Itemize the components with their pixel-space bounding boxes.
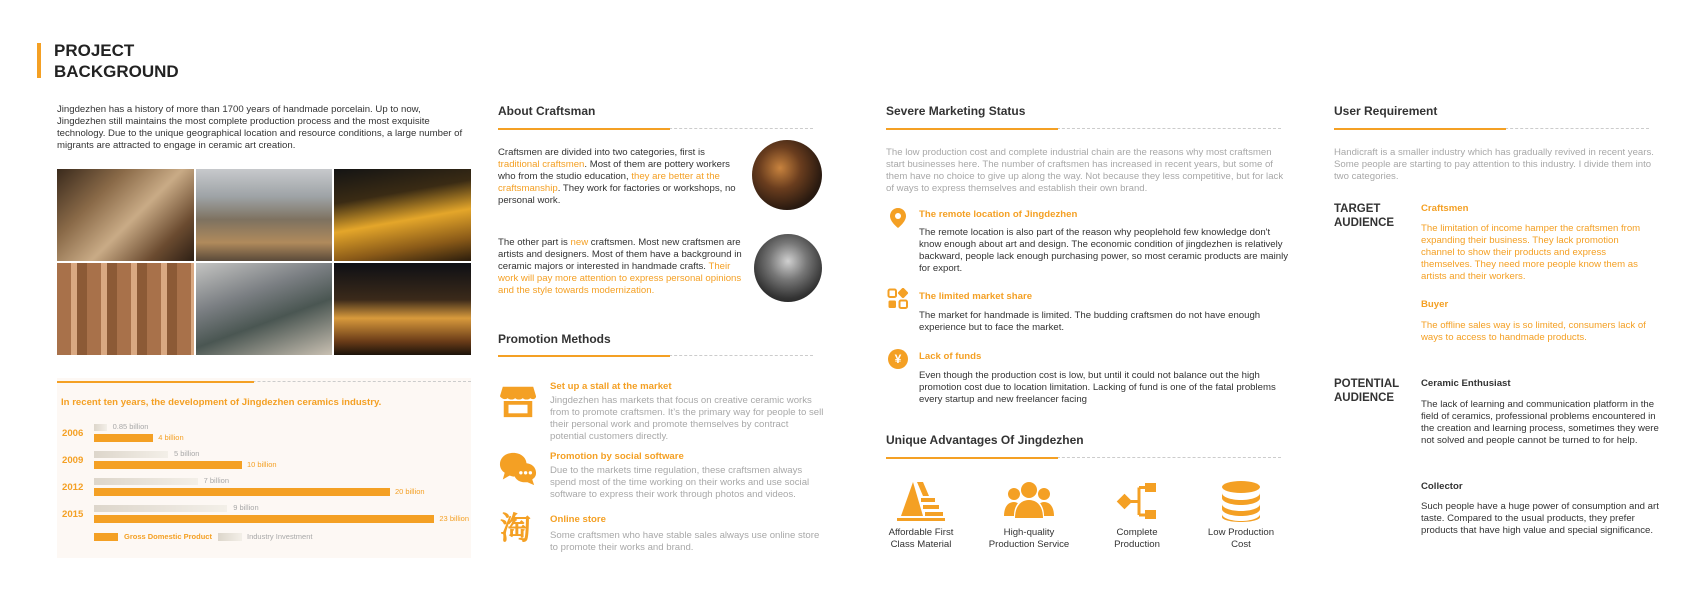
gdp-bar-2015 [94, 515, 434, 523]
craftsman-paragraph-2 [498, 237, 743, 297]
promotion-item-2-title: Promotion by social software [550, 451, 684, 462]
investment-bar-2012 [94, 478, 198, 485]
promotion-item-1-title: Set up a stall at the market [550, 381, 672, 392]
investment-bar-2009 [94, 451, 168, 458]
investment-value-label-2015: 9 billion [233, 503, 259, 512]
page-title-line2: BACKGROUND [54, 62, 179, 81]
advantages-divider [886, 457, 1281, 458]
advantage-4-line2: Cost [1231, 539, 1251, 550]
marketing-item-1-text: The remote location is also part of the reason why peoplehold few knowledge don't know enough about art and design. The economic condition of jingdezhen is relatively backward, people lack enough purchasing power, so most ceramic products are mainly for export. [919, 227, 1289, 274]
advantage-1-line2: Class Material [890, 539, 952, 550]
street-market-photo [196, 169, 333, 261]
potential-audience-label [1334, 377, 1399, 405]
investment-value-label-2006: 0.85 billion [112, 422, 149, 431]
taobao-icon: 淘 [500, 511, 531, 546]
craftsman-divider-accent [498, 128, 670, 130]
craftsman-p2-text-a: The other part is [498, 237, 571, 248]
marketing-item-2-text: The market for handmade is limited. The budding craftsmen do not have enough experience but to face the market. [919, 310, 1261, 333]
craftsman-studio-photo [752, 140, 822, 210]
new-craftsman-photo [754, 234, 822, 302]
promotion-item-3-text: Some craftsmen who have stable sales always use online store to promote their works and brand. [550, 530, 820, 553]
year-label-2009: 2009 [62, 455, 84, 466]
craftsman-p1-text-c: . Most of them are pottery workers who from the studio education, [498, 158, 730, 182]
marketing-heading: Severe Marketing Status [886, 104, 1026, 118]
legend-swatch-investment [218, 533, 242, 541]
buyer-text: The offline sales way is so limited, consumers lack of ways to access to handmade products. [1421, 320, 1646, 343]
marketing-intro: The low production cost and complete industrial chain are the reasons why most craftsmen start businesses here. The number of craftsmen has increased in recent years, but some of them have no choice to give up along the way. Not because they less competitive, but for lack of ways to express themselves and establish their own brand. [886, 147, 1284, 194]
promotion-divider [498, 355, 813, 356]
chart-title: In recent ten years, the development of Jingdezhen ceramics industry. [61, 397, 382, 408]
chain-flow-icon [1111, 480, 1163, 522]
advantage-2-line1: High-quality [1003, 527, 1055, 538]
marketing-item-1-title: The remote location of Jingdezhen [919, 209, 1078, 220]
marketing-item-3-text: Even though the production cost is low, but until it could not balance out the high promotion cost due to location limitation. Lacking of fund is one of the fatal problems every startup and new freelancer facing [919, 370, 1276, 405]
legend-label-gdp: Gross Domestic Product [124, 532, 212, 541]
legend-label-investment: Industry Investment [247, 532, 313, 541]
chart-divider [57, 381, 471, 382]
user-intro: Handicraft is a smaller industry which has gradually revived in recent years. Some people are starting to pay attention to this industry. I divide them into two categories. [1334, 147, 1654, 182]
promotion-item-2-text: Due to the markets time regulation, these craftsmen always spend most of the time working on their works and use social software to express their work through photos and videos. [550, 465, 810, 500]
legend-swatch-gdp [94, 533, 118, 541]
page-title [54, 40, 179, 82]
page-title-line1: PROJECT [54, 41, 135, 60]
chat-bubbles-icon [499, 450, 537, 488]
gdp-bar-2006 [94, 434, 153, 442]
craftsman-paragraph-1 [498, 147, 743, 207]
investment-bar-2006 [94, 424, 107, 431]
yen-coin-icon: ¥ [888, 349, 908, 369]
intro-text: Jingdezhen has a history of more than 1700 years of handmade porcelain. Up to now, Jingdezhen still maintains the most complete production process and the most exquisite technology. Due to the unique geographical location and resource conditions, a large number of migrants are attracted to engage in ceramic art creation. [57, 104, 463, 151]
advantage-3-label [1082, 527, 1192, 551]
advantages-divider-accent [886, 457, 1058, 459]
photo-grid [57, 169, 471, 355]
market-stall-icon [499, 381, 537, 419]
year-label-2015: 2015 [62, 509, 84, 520]
marketing-divider-accent [886, 128, 1058, 130]
craftsmen-text: The limitation of income hamper the craftsmen from expanding their business. They lack promotion channel to show their products and express themselves. They need more people know them as artists and their workers. [1421, 223, 1641, 282]
location-pin-icon [887, 207, 909, 229]
coin-stack-icon [1215, 480, 1267, 522]
advantage-4-line1: Low Production [1207, 527, 1275, 538]
target-audience-label [1334, 202, 1394, 230]
craftsman-p1-highlight-traditional: traditional craftsmen [498, 158, 585, 170]
advantage-1-line1: Affordable First [888, 527, 954, 538]
gdp-value-label-2006: 4 billion [158, 433, 184, 442]
craftsman-divider [498, 128, 813, 129]
promotion-heading: Promotion Methods [498, 332, 611, 346]
advantage-2-line2: Production Service [988, 539, 1070, 550]
marketing-item-2-title: The limited market share [919, 291, 1033, 302]
evening-stalls-photo [334, 263, 471, 355]
advantage-3-line1: Complete [1116, 527, 1158, 538]
craftsman-p2-text-c: craftsmen. Most new craftsmen are artists and designers. Most of them have a background in ceramic majors or interested in handmade crafts. [498, 237, 742, 272]
bar-chart [0, 0, 1, 1]
gdp-bar-2012 [94, 488, 390, 496]
investment-bar-2015 [94, 505, 227, 512]
advantage-4-label [1186, 527, 1296, 551]
gdp-value-label-2012: 20 billion [395, 487, 425, 496]
marketing-item-3-title: Lack of funds [919, 351, 982, 362]
craftsman-heading: About Craftsman [498, 104, 596, 118]
collector-subheading: Collector [1421, 481, 1463, 492]
craftsman-p2-highlight-new: new [570, 237, 589, 248]
promotion-divider-accent [498, 355, 670, 357]
advantage-3-line2: Production [1114, 539, 1160, 550]
pottery-vases-photo [57, 169, 194, 261]
advantage-2-label [974, 527, 1084, 551]
year-label-2012: 2012 [62, 482, 84, 493]
gdp-bar-2009 [94, 461, 242, 469]
buyer-subheading: Buyer [1421, 299, 1449, 310]
target-audience-line2: AUDIENCE [1334, 217, 1395, 229]
title-accent-bar [37, 43, 41, 78]
visitor-browsing-photo [196, 263, 333, 355]
craftsmen-subheading: Craftsmen [1421, 203, 1469, 214]
investment-value-label-2012: 7 billion [203, 476, 230, 485]
user-heading: User Requirement [1334, 104, 1438, 118]
gdp-value-label-2015: 23 billion [439, 514, 469, 523]
user-divider-accent [1334, 128, 1506, 130]
craftsman-p1-highlight-skill: they are better at the craftsmanship [498, 170, 720, 194]
collector-text: Such people have a huge power of consumption and art taste. Compared to the usual products, they prefer products that have high value and special significance. [1421, 501, 1659, 536]
ceramic-shelves-photo [57, 263, 194, 355]
craftsman-p1-text-e: . They work for factories or workshops, no personal work. [498, 182, 736, 206]
advantage-1-label [866, 527, 976, 551]
target-audience-line1: TARGET [1334, 203, 1381, 215]
promotion-item-3-title: Online store [550, 514, 606, 525]
night-market-photo [334, 169, 471, 261]
people-group-icon [1003, 480, 1055, 522]
gdp-value-label-2009: 10 billion [247, 460, 277, 469]
craftsman-p2-highlight-modern: Their work will pay more attention to express personal opinions and the style towards modernization. [498, 260, 742, 296]
enthusiast-text: The lack of learning and communication platform in the field of ceramics, professional problems encountered in the creation and learning process, sometimes they were not solved and people cannot be turned to for help. [1421, 399, 1659, 446]
potential-audience-line2: AUDIENCE [1334, 392, 1395, 404]
year-label-2006: 2006 [62, 428, 84, 439]
craftsman-p1-text-a: Craftsmen are divided into two categories, first is [498, 147, 705, 158]
marketing-divider [886, 128, 1281, 129]
promotion-item-1-text: Jingdezhen has markets that focus on creative ceramic works from to promote craftsmen. It’s the primary way for people to sell their personal work and promote themselves by contract potential customers directly. [550, 395, 824, 442]
investment-value-label-2009: 5 billion [174, 449, 200, 458]
chart-divider-accent [57, 381, 254, 383]
enthusiast-subheading: Ceramic Enthusiast [1421, 378, 1511, 389]
user-divider [1334, 128, 1649, 129]
apps-grid-icon [887, 288, 909, 310]
potential-audience-line1: POTENTIAL [1334, 378, 1400, 390]
material-icon [895, 480, 947, 522]
advantages-heading: Unique Advantages Of Jingdezhen [886, 433, 1084, 447]
